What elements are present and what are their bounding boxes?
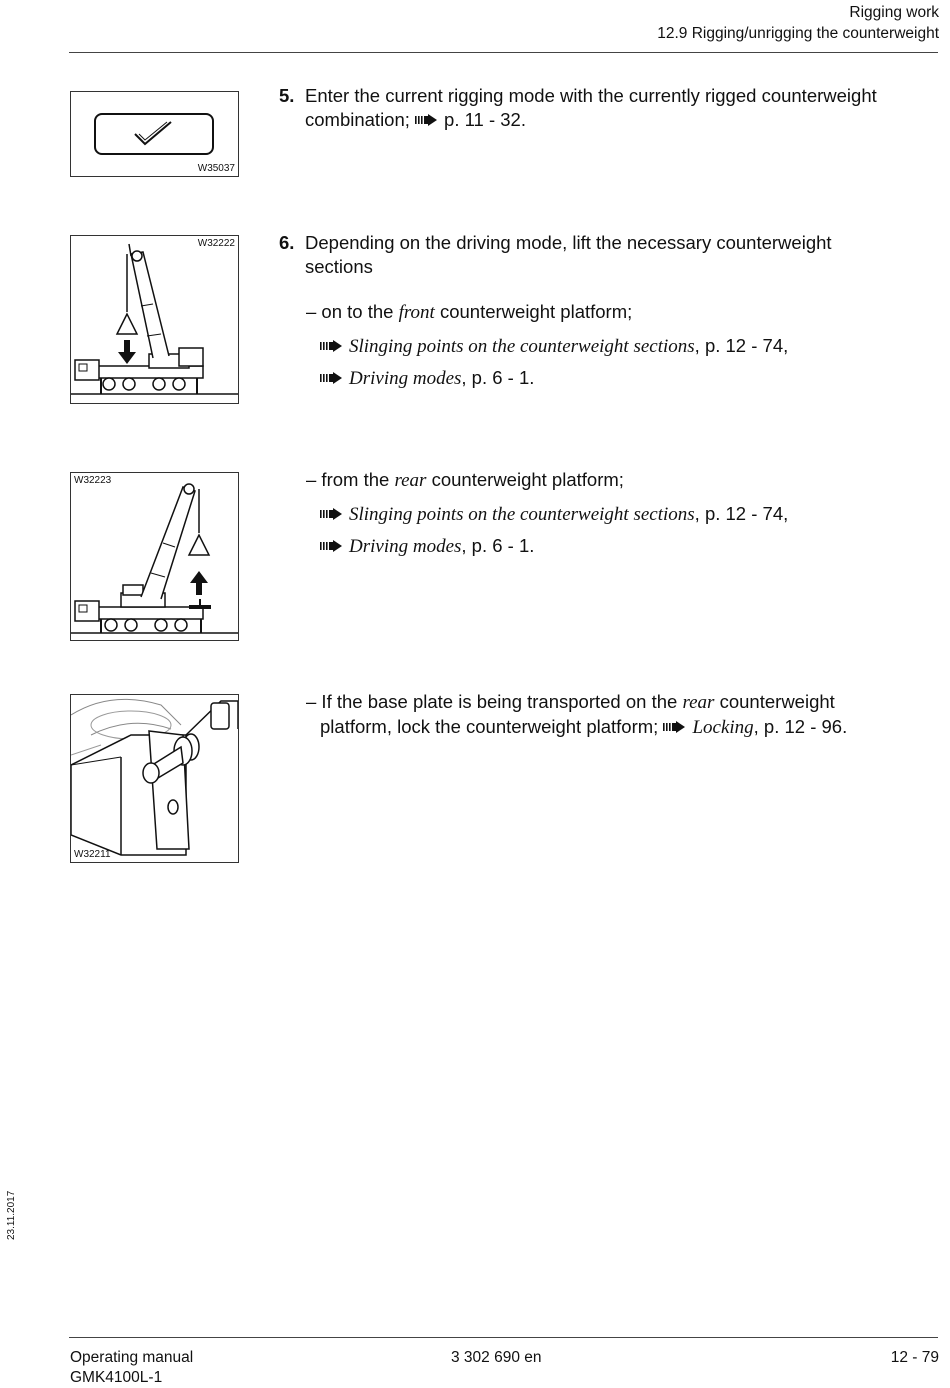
footer-page-number: 12 - 79	[890, 1349, 939, 1366]
footer-manual-title: Operating manual	[70, 1349, 194, 1366]
ref-page: , p. 6 - 1.	[461, 367, 535, 388]
baseplate-item	[306, 690, 847, 740]
ref-title: Slinging points on the counterweight sections	[349, 336, 695, 357]
cross-reference-arrow-icon	[663, 721, 687, 733]
figure-crane-front-platform	[70, 235, 239, 404]
figure-crane-rear-platform	[70, 472, 239, 641]
step-6	[279, 231, 944, 279]
step-5	[279, 84, 944, 132]
rear-item-rest: counterweight platform;	[431, 469, 624, 490]
cross-reference-arrow-icon	[320, 540, 344, 552]
front-item-rest: counterweight platform;	[439, 301, 633, 322]
figure-label: W32223	[74, 475, 112, 486]
front-ref-driving-modes[interactable]	[320, 366, 534, 391]
figure-checkmark-button	[70, 91, 239, 177]
ref-page: , p. 6 - 1.	[461, 535, 535, 556]
page-header	[657, 2, 939, 44]
baseplate-line1-em: rear	[682, 692, 715, 713]
ref-page: , p. 12 - 74,	[694, 335, 789, 356]
figure-label: W32211	[74, 849, 111, 860]
step-5-ref[interactable]: p. 11 - 32.	[444, 109, 526, 130]
rear-ref-driving-modes[interactable]	[320, 534, 534, 559]
rear-platform-item	[306, 468, 624, 493]
figure-label: W35037	[197, 163, 235, 174]
ref-title: Driving modes	[349, 368, 462, 389]
figure-locking-pin-detail	[70, 694, 239, 863]
baseplate-line1-post: counterweight	[719, 691, 835, 712]
footer-rule	[69, 1337, 938, 1338]
edition-date: 23.11.2017	[6, 1190, 17, 1240]
baseplate-line2-pre: platform, lock the counterweight platform;	[320, 716, 659, 737]
ref-page: , p. 12 - 96.	[753, 716, 848, 737]
cross-reference-arrow-icon	[415, 114, 439, 126]
header-section: Rigging work	[849, 4, 939, 21]
front-item-dash: – on to the	[306, 301, 394, 322]
header-subsection: 12.9 Rigging/unrigging the counterweight	[657, 25, 939, 42]
step-5-line2: combination;	[305, 109, 410, 130]
step-6-line1: Depending on the driving mode, lift the necessary counterweight	[305, 232, 832, 253]
header-rule	[69, 52, 938, 53]
rear-ref-slinging[interactable]	[320, 502, 788, 527]
step-6-line2: sections	[305, 256, 373, 277]
footer-docnum: 3 302 690 en	[451, 1349, 542, 1366]
footer-model: GMK4100L-1	[70, 1369, 163, 1386]
ref-title: Slinging points on the counterweight sections	[349, 504, 695, 525]
ref-title: Locking	[692, 717, 754, 738]
front-platform-item	[306, 300, 632, 325]
cross-reference-arrow-icon	[320, 340, 344, 352]
rear-item-dash: – from the	[306, 469, 390, 490]
cross-reference-arrow-icon	[320, 508, 344, 520]
front-ref-slinging[interactable]	[320, 334, 788, 359]
footer-manual	[70, 1348, 193, 1388]
figure-label: W32222	[197, 238, 235, 249]
ref-title: Driving modes	[349, 536, 462, 557]
step-5-line1: Enter the current rigging mode with the currently rigged counterweight	[305, 85, 877, 106]
rear-item-em: rear	[394, 470, 427, 491]
step-number: 5.	[279, 85, 295, 106]
front-item-em: front	[398, 302, 435, 323]
locking-ref[interactable]	[663, 716, 847, 737]
step-number: 6.	[279, 232, 295, 253]
cross-reference-arrow-icon	[320, 372, 344, 384]
ref-page: , p. 12 - 74,	[694, 503, 789, 524]
baseplate-line1-pre: – If the base plate is being transported on the	[306, 691, 678, 712]
